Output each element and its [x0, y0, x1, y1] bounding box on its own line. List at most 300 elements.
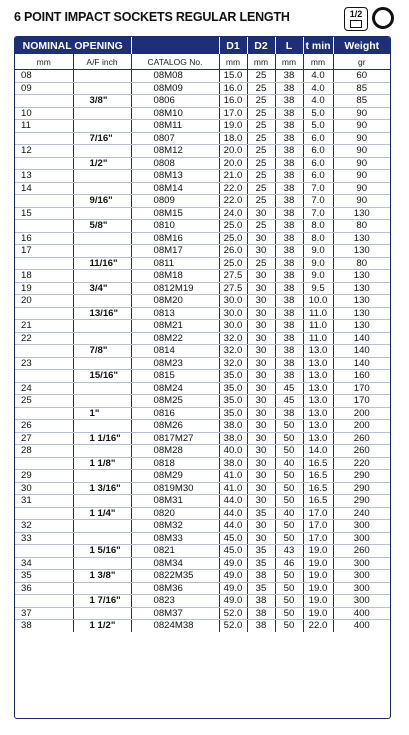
cell-weight: 130 — [333, 245, 390, 258]
page-title: 6 POINT IMPACT SOCKETS REGULAR LENGTH — [14, 10, 290, 24]
cell-l: 50 — [275, 420, 303, 433]
cell-catalog-no: 0807 — [131, 132, 219, 145]
cell-mm: 30 — [15, 482, 73, 495]
table-row — [15, 620, 390, 632]
cell-weight: 90 — [333, 145, 390, 158]
cell-d1: 19.0 — [219, 120, 247, 133]
cell-weight: 130 — [333, 270, 390, 283]
cell-catalog-no: 08M21 — [131, 320, 219, 333]
cell-mm — [15, 132, 73, 145]
cell-d1: 21.0 — [219, 170, 247, 183]
cell-mm: 08 — [15, 70, 73, 83]
table-row — [15, 507, 390, 520]
cell-l: 50 — [275, 570, 303, 583]
cell-af-inch — [73, 182, 131, 195]
cell-t-min: 8.0 — [303, 232, 333, 245]
cell-l: 38 — [275, 407, 303, 420]
cell-l: 38 — [275, 70, 303, 83]
cell-mm — [15, 407, 73, 420]
cell-l: 45 — [275, 382, 303, 395]
cell-mm: 15 — [15, 207, 73, 220]
cell-af-inch: 3/8" — [73, 95, 131, 108]
cell-t-min: 13.0 — [303, 370, 333, 383]
cell-l: 38 — [275, 107, 303, 120]
cell-t-min: 13.0 — [303, 407, 333, 420]
cell-l: 38 — [275, 257, 303, 270]
cell-af-inch — [73, 445, 131, 458]
cell-l: 46 — [275, 557, 303, 570]
cell-mm: 13 — [15, 170, 73, 183]
cell-d2: 30 — [247, 357, 275, 370]
cell-t-min: 19.0 — [303, 582, 333, 595]
cell-mm — [15, 345, 73, 358]
table-row — [15, 82, 390, 95]
cell-weight: 80 — [333, 257, 390, 270]
cell-d1: 52.0 — [219, 620, 247, 632]
cell-af-inch — [73, 170, 131, 183]
cell-t-min: 9.0 — [303, 245, 333, 258]
cell-l: 50 — [275, 482, 303, 495]
table-row — [15, 282, 390, 295]
cell-d2: 30 — [247, 520, 275, 533]
cell-t-min: 17.0 — [303, 507, 333, 520]
cell-weight: 90 — [333, 132, 390, 145]
cell-weight: 90 — [333, 182, 390, 195]
unit-af-inch: A/F inch — [73, 54, 131, 70]
cell-d1: 49.0 — [219, 570, 247, 583]
table-row — [15, 295, 390, 308]
cell-d1: 25.0 — [219, 232, 247, 245]
cell-weight: 90 — [333, 120, 390, 133]
cell-d1: 27.5 — [219, 282, 247, 295]
cell-mm: 36 — [15, 582, 73, 595]
cell-d2: 30 — [247, 232, 275, 245]
cell-d2: 30 — [247, 307, 275, 320]
cell-t-min: 6.0 — [303, 132, 333, 145]
cell-d1: 44.0 — [219, 495, 247, 508]
cell-d1: 32.0 — [219, 332, 247, 345]
cell-d2: 25 — [247, 107, 275, 120]
header-d2: D2 — [247, 37, 275, 54]
cell-catalog-no: 08M17 — [131, 245, 219, 258]
table-row — [15, 582, 390, 595]
cell-t-min: 19.0 — [303, 557, 333, 570]
table-row — [15, 607, 390, 620]
cell-d2: 25 — [247, 157, 275, 170]
cell-d2: 25 — [247, 145, 275, 158]
cell-d2: 30 — [247, 495, 275, 508]
cell-d2: 30 — [247, 207, 275, 220]
cell-d2: 38 — [247, 595, 275, 608]
cell-d2: 35 — [247, 557, 275, 570]
table-row — [15, 345, 390, 358]
table-row — [15, 320, 390, 333]
cell-l: 38 — [275, 132, 303, 145]
unit-mm: mm — [15, 54, 73, 70]
cell-mm: 14 — [15, 182, 73, 195]
cell-af-inch — [73, 107, 131, 120]
cell-t-min: 11.0 — [303, 307, 333, 320]
cell-af-inch — [73, 295, 131, 308]
cell-catalog-no: 08M32 — [131, 520, 219, 533]
cell-catalog-no: 08M11 — [131, 120, 219, 133]
cell-t-min: 5.0 — [303, 107, 333, 120]
cell-l: 38 — [275, 295, 303, 308]
cell-catalog-no: 08M09 — [131, 82, 219, 95]
header-row — [15, 37, 390, 54]
cell-weight: 90 — [333, 170, 390, 183]
cell-af-inch — [73, 582, 131, 595]
cell-catalog-no: 08M13 — [131, 170, 219, 183]
cell-t-min: 19.0 — [303, 595, 333, 608]
cell-weight: 60 — [333, 70, 390, 83]
cell-catalog-no: 0818 — [131, 457, 219, 470]
table-row — [15, 432, 390, 445]
cell-mm — [15, 157, 73, 170]
cell-af-inch: 3/4" — [73, 282, 131, 295]
cell-af-inch — [73, 532, 131, 545]
cell-d2: 30 — [247, 270, 275, 283]
cell-t-min: 4.0 — [303, 82, 333, 95]
cell-catalog-no: 08M31 — [131, 495, 219, 508]
cell-catalog-no: 08M37 — [131, 607, 219, 620]
cell-catalog-no: 0820 — [131, 507, 219, 520]
table-row — [15, 182, 390, 195]
cell-l: 50 — [275, 532, 303, 545]
cell-t-min: 17.0 — [303, 532, 333, 545]
cell-mm — [15, 195, 73, 208]
cell-d2: 25 — [247, 95, 275, 108]
cell-weight: 140 — [333, 332, 390, 345]
cell-d2: 25 — [247, 132, 275, 145]
cell-af-inch — [73, 145, 131, 158]
cell-weight: 130 — [333, 295, 390, 308]
cell-d2: 30 — [247, 245, 275, 258]
cell-d1: 30.0 — [219, 320, 247, 333]
cell-mm: 23 — [15, 357, 73, 370]
cell-weight: 300 — [333, 557, 390, 570]
cell-t-min: 4.0 — [303, 95, 333, 108]
table-row — [15, 170, 390, 183]
header-d1: D1 — [219, 37, 247, 54]
cell-l: 40 — [275, 507, 303, 520]
cell-catalog-no: 0822M35 — [131, 570, 219, 583]
cell-weight: 170 — [333, 382, 390, 395]
cell-l: 50 — [275, 620, 303, 632]
table-row — [15, 595, 390, 608]
cell-catalog-no: 08M23 — [131, 357, 219, 370]
cell-weight: 300 — [333, 582, 390, 595]
table-row — [15, 332, 390, 345]
cell-d2: 30 — [247, 345, 275, 358]
cell-catalog-no: 0808 — [131, 157, 219, 170]
cell-d2: 30 — [247, 382, 275, 395]
table-row — [15, 570, 390, 583]
cell-t-min: 17.0 — [303, 520, 333, 533]
cell-l: 50 — [275, 520, 303, 533]
cell-weight: 130 — [333, 232, 390, 245]
sockets-table — [15, 37, 390, 632]
table-row — [15, 482, 390, 495]
cell-af-inch: 1 1/2" — [73, 620, 131, 632]
cell-af-inch — [73, 332, 131, 345]
cell-catalog-no: 08M24 — [131, 382, 219, 395]
cell-weight: 260 — [333, 432, 390, 445]
cell-d2: 25 — [247, 195, 275, 208]
cell-l: 50 — [275, 607, 303, 620]
cell-t-min: 19.0 — [303, 545, 333, 558]
cell-d1: 41.0 — [219, 482, 247, 495]
cell-weight: 220 — [333, 457, 390, 470]
cell-af-inch — [73, 270, 131, 283]
cell-weight: 300 — [333, 520, 390, 533]
cell-d2: 38 — [247, 620, 275, 632]
table-row — [15, 207, 390, 220]
cell-d1: 35.0 — [219, 395, 247, 408]
cell-af-inch: 1 1/4" — [73, 507, 131, 520]
cell-d2: 30 — [247, 282, 275, 295]
cell-weight: 400 — [353, 620, 370, 632]
table-row — [15, 120, 390, 133]
cell-af-inch — [73, 120, 131, 133]
cell-mm: 20 — [15, 295, 73, 308]
cell-weight: 90 — [333, 157, 390, 170]
cell-d1: 41.0 — [219, 470, 247, 483]
cell-catalog-no: 0816 — [131, 407, 219, 420]
cell-mm: 31 — [15, 495, 73, 508]
table-row — [15, 307, 390, 320]
cell-l: 38 — [275, 145, 303, 158]
cell-af-inch: 1 1/8" — [73, 457, 131, 470]
cell-mm: 33 — [15, 532, 73, 545]
table-row — [15, 545, 390, 558]
cell-mm: 21 — [15, 320, 73, 333]
cell-d1: 49.0 — [219, 557, 247, 570]
cell-af-inch — [73, 420, 131, 433]
cell-d1: 26.0 — [219, 245, 247, 258]
cell-catalog-no: 0817M27 — [131, 432, 219, 445]
cell-af-inch — [73, 607, 131, 620]
unit-t-min: mm — [303, 54, 333, 70]
cell-weight: 260 — [333, 445, 390, 458]
table-body — [15, 70, 390, 632]
cell-mm: 11 — [15, 120, 73, 133]
cell-af-inch: 1 3/16" — [73, 482, 131, 495]
cell-d1: 52.0 — [219, 607, 247, 620]
cell-af-inch: 15/16" — [73, 370, 131, 383]
cell-af-inch: 5/8" — [73, 220, 131, 233]
cell-weight: 130 — [333, 207, 390, 220]
cell-weight: 85 — [333, 82, 390, 95]
cell-af-inch — [73, 495, 131, 508]
cell-af-inch — [73, 320, 131, 333]
unit-catalog: CATALOG No. — [131, 54, 219, 70]
cell-weight: 130 — [333, 282, 390, 295]
cell-weight: 300 — [333, 570, 390, 583]
cell-d2: 30 — [247, 407, 275, 420]
table-row — [15, 357, 390, 370]
cell-mm — [15, 507, 73, 520]
cell-mm: 24 — [15, 382, 73, 395]
cell-d1: 44.0 — [219, 520, 247, 533]
cell-catalog-no: 08M16 — [131, 232, 219, 245]
cell-d2: 30 — [247, 395, 275, 408]
table-row — [15, 420, 390, 433]
cell-l: 38 — [275, 232, 303, 245]
table-row — [15, 132, 390, 145]
cell-weight: 140 — [333, 345, 390, 358]
cell-l: 38 — [275, 357, 303, 370]
cell-af-inch: 9/16" — [73, 195, 131, 208]
cell-catalog-no: 0819M30 — [131, 482, 219, 495]
cell-l: 38 — [275, 220, 303, 233]
cell-af-inch — [73, 207, 131, 220]
cell-d2: 30 — [247, 445, 275, 458]
cell-d1: 35.0 — [219, 382, 247, 395]
cell-l: 50 — [275, 582, 303, 595]
cell-l: 50 — [275, 495, 303, 508]
cell-t-min: 19.0 — [303, 570, 333, 583]
cell-d2: 38 — [247, 607, 275, 620]
cell-catalog-no: 0811 — [131, 257, 219, 270]
table-row — [15, 95, 390, 108]
cell-af-inch: 11/16" — [73, 257, 131, 270]
cell-af-inch: 7/16" — [73, 132, 131, 145]
units-row — [15, 54, 390, 70]
table-row — [15, 395, 390, 408]
cell-t-min: 16.5 — [303, 470, 333, 483]
table-row — [15, 107, 390, 120]
cell-mm: 25 — [15, 395, 73, 408]
cell-d2: 25 — [247, 182, 275, 195]
table-row — [15, 470, 390, 483]
cell-weight: 300 — [333, 595, 390, 608]
table-row — [15, 457, 390, 470]
cell-mm: 12 — [15, 145, 73, 158]
cell-t-min: 13.0 — [303, 420, 333, 433]
cell-t-min: 13.0 — [303, 382, 333, 395]
cell-mm: 29 — [15, 470, 73, 483]
cell-weight: 200 — [333, 420, 390, 433]
table-row — [15, 70, 390, 83]
cell-catalog-no: 0823 — [131, 595, 219, 608]
cell-af-inch: 1" — [73, 407, 131, 420]
cell-t-min: 5.0 — [303, 120, 333, 133]
cell-l: 38 — [275, 157, 303, 170]
cell-d1: 16.0 — [219, 95, 247, 108]
cell-catalog-no: 0809 — [131, 195, 219, 208]
cell-mm — [15, 307, 73, 320]
cell-t-min: 13.0 — [303, 357, 333, 370]
cell-t-min: 11.0 — [303, 320, 333, 333]
cell-catalog-no: 08M25 — [131, 395, 219, 408]
cell-mm — [15, 257, 73, 270]
cell-d2: 25 — [247, 120, 275, 133]
cell-af-inch: 1/2" — [73, 157, 131, 170]
cell-catalog-no: 0824M38 — [131, 620, 219, 632]
cell-catalog-no: 0812M19 — [131, 282, 219, 295]
cell-d1: 38.0 — [219, 420, 247, 433]
cell-af-inch: 1 1/16" — [73, 432, 131, 445]
cell-catalog-no: 08M36 — [131, 582, 219, 595]
cell-d1: 45.0 — [219, 545, 247, 558]
cell-t-min: 16.5 — [303, 482, 333, 495]
cell-d1: 25.0 — [219, 257, 247, 270]
cell-d2: 30 — [247, 420, 275, 433]
cell-mm: 16 — [15, 232, 73, 245]
unit-d2: mm — [247, 54, 275, 70]
cell-d1: 16.0 — [219, 82, 247, 95]
table-row — [15, 407, 390, 420]
cell-l: 40 — [275, 457, 303, 470]
table-row — [15, 257, 390, 270]
cell-catalog-no: 0813 — [131, 307, 219, 320]
cell-d1: 44.0 — [219, 507, 247, 520]
cell-weight: 90 — [333, 195, 390, 208]
table-row — [15, 270, 390, 283]
cell-af-inch — [73, 245, 131, 258]
cell-weight: 85 — [333, 95, 390, 108]
cell-mm: 10 — [15, 107, 73, 120]
cell-t-min: 6.0 — [303, 145, 333, 158]
table-row — [15, 495, 390, 508]
cell-l: 38 — [275, 345, 303, 358]
six-point-socket-icon — [372, 7, 394, 29]
cell-t-min: 6.0 — [303, 170, 333, 183]
cell-catalog-no: 0815 — [131, 370, 219, 383]
cell-af-inch — [73, 395, 131, 408]
unit-weight: gr — [333, 54, 390, 70]
cell-d1: 20.0 — [219, 157, 247, 170]
cell-l: 38 — [275, 332, 303, 345]
cell-d1: 30.0 — [219, 295, 247, 308]
cell-catalog-no: 08M08 — [131, 70, 219, 83]
cell-l: 43 — [275, 545, 303, 558]
cell-af-inch: 13/16" — [73, 307, 131, 320]
cell-t-min: 14.0 — [303, 445, 333, 458]
cell-mm: 19 — [15, 282, 73, 295]
cell-weight: 80 — [333, 220, 390, 233]
cell-d2: 25 — [247, 70, 275, 83]
cell-d2: 25 — [247, 257, 275, 270]
cell-d2: 25 — [247, 170, 275, 183]
cell-d2: 25 — [247, 82, 275, 95]
cell-t-min: 10.0 — [303, 295, 333, 308]
cell-t-min: 7.0 — [303, 195, 333, 208]
cell-af-inch — [73, 470, 131, 483]
cell-af-inch — [73, 557, 131, 570]
cell-af-inch — [73, 70, 131, 83]
cell-d1: 49.0 — [219, 595, 247, 608]
cell-t-min: 16.5 — [303, 457, 333, 470]
cell-af-inch: 1 3/8" — [73, 570, 131, 583]
cell-d1: 27.5 — [219, 270, 247, 283]
cell-d1: 40.0 — [219, 445, 247, 458]
cell-d2: 30 — [247, 320, 275, 333]
unit-d1: mm — [219, 54, 247, 70]
cell-l: 50 — [275, 432, 303, 445]
cell-t-min: 8.0 — [303, 220, 333, 233]
cell-t-min: 6.0 — [303, 157, 333, 170]
cell-d2: 38 — [247, 570, 275, 583]
cell-l: 38 — [275, 245, 303, 258]
cell-l: 38 — [275, 170, 303, 183]
cell-weight: 240 — [333, 507, 390, 520]
cell-af-inch — [73, 232, 131, 245]
table-row — [15, 370, 390, 383]
cell-l: 50 — [275, 470, 303, 483]
table-row — [15, 195, 390, 208]
